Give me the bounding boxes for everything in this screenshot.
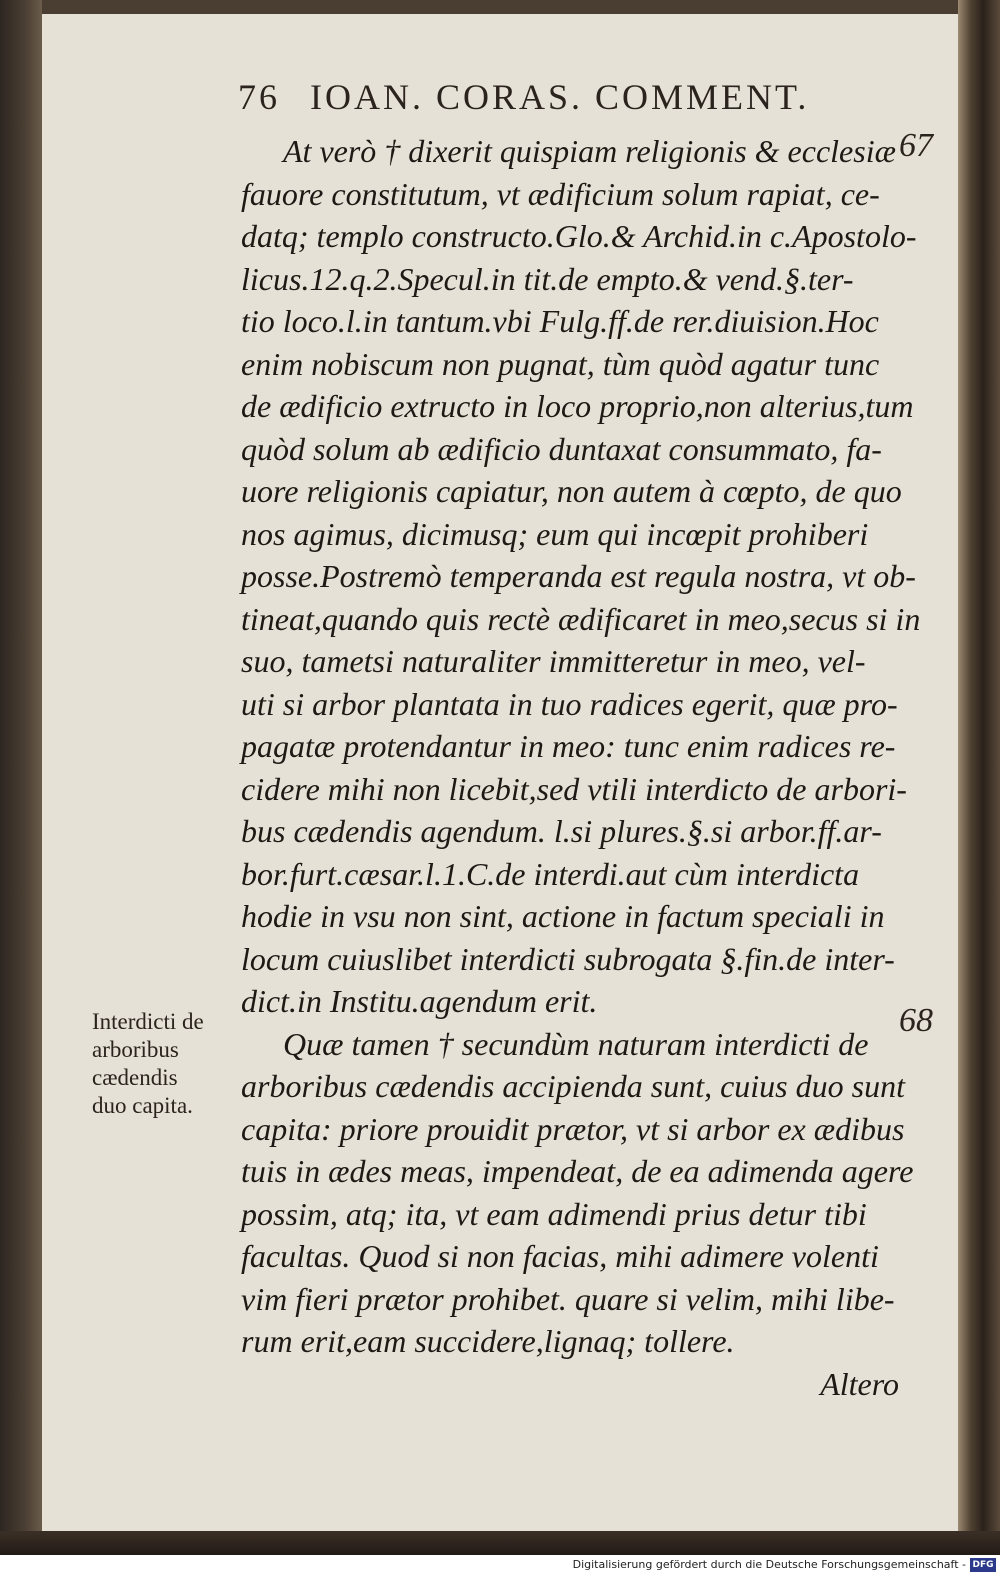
text-line: bus cædendis agendum. l.si plures.§.si arbor.ff.ar- [241, 813, 882, 849]
text-line: tio loco.l.in tantum.vbi Fulg.ff.de rer.diuision.Hoc [241, 303, 879, 339]
marginal-note [92, 1008, 232, 1120]
text-line: facultas. Quod si non facias, mihi adimere volenti [241, 1238, 879, 1274]
digitization-credit-bar [0, 1555, 1000, 1577]
text-line: pagatæ protendantur in meo: tunc enim radices re- [241, 728, 896, 764]
text-line: capita: priore prouidit prætor, vt si arbor ex ædibus [241, 1110, 905, 1147]
text-line: suo, tametsi naturaliter immitteretur in meo, vel- [241, 643, 866, 679]
text-line: uore religionis capiatur, non autem à cœpto, de quo [241, 473, 902, 509]
paragraph-67 [241, 130, 961, 1023]
text-line: cidere mihi non licebit,sed vtili interdicto de arbori- [241, 770, 907, 807]
book-binding-edge [958, 0, 1000, 1555]
text-line: uti si arbor plantata in tuo radices egerit, quæ pro- [241, 685, 898, 722]
digitization-credit: Digitalisierung gefördert durch die Deutsche Forschungsgemeinschaft - [572, 1558, 966, 1571]
marginal-note-line: cædendis [92, 1065, 178, 1090]
text-line: possim, atq; ita, vt eam adimendi prius detur tibi [241, 1195, 867, 1232]
text-line: nos agimus, dicimusq; eum qui incœpit prohiberi [241, 515, 869, 552]
text-line: hodie in vsu non sint, actione in factum speciali in [241, 898, 885, 934]
text-line: At verò † dixerit quispiam religionis & ecclesiæ [283, 133, 896, 169]
marginal-note-line: duo capita. [92, 1093, 193, 1118]
marginal-note-line: Interdicti de [92, 1009, 204, 1034]
text-line: posse.Postremò temperanda est regula nostra, vt ob- [241, 558, 916, 594]
text-line: locum cuiuslibet interdicti subrogata §.fin.de inter- [241, 940, 895, 977]
marginal-note-line: arboribus [92, 1037, 179, 1062]
text-line: de ædificio extructo in loco proprio,non alterius,tum [241, 388, 914, 424]
text-line: enim nobiscum non pugnat, tùm quòd agatur tunc [241, 345, 880, 382]
text-line: rum erit,eam succidere,lignaq; tollere. [241, 1323, 735, 1359]
page-number: 76 [238, 77, 280, 117]
running-head [238, 76, 918, 120]
body-text [241, 130, 961, 1405]
dfg-logo-icon: DFG [970, 1558, 996, 1572]
text-line: tineat,quando quis rectè ædificaret in meo,secus si in [241, 600, 921, 637]
text-line: dict.in Institu.agendum erit. [241, 983, 598, 1019]
text-line: fauore constitutum, vt ædificium solum rapiat, ce- [241, 175, 880, 212]
catchword: Altero [820, 1365, 899, 1402]
text-line: licus.12.q.2.Specul.in tit.de empto.& vend.§.ter- [241, 260, 854, 297]
scan-bottom-edge [0, 1531, 1000, 1555]
paragraph-68 [241, 1023, 961, 1363]
text-line: Quæ tamen † secundùm naturam interdicti de [283, 1025, 869, 1062]
text-line: tuis in ædes meas, impendeat, de ea adimenda agere [241, 1153, 914, 1189]
scan-left-edge [0, 0, 42, 1555]
running-head-title: IOAN. CORAS. COMMENT. [310, 77, 810, 117]
margin-section-number: 67 [899, 127, 933, 164]
text-line: bor.furt.cæsar.l.1.C.de interdi.aut cùm interdicta [241, 855, 860, 892]
text-line: arboribus cædendis accipienda sunt, cuius duo sunt [241, 1068, 905, 1104]
text-line: datq; templo constructo.Glo.& Archid.in c.Apostolo- [241, 218, 917, 254]
text-line: vim fieri prætor prohibet. quare si velim, mihi libe- [241, 1280, 895, 1317]
text-line: quòd solum ab ædificio duntaxat consummato, fa- [241, 430, 882, 467]
margin-section-number: 68 [899, 1002, 933, 1039]
